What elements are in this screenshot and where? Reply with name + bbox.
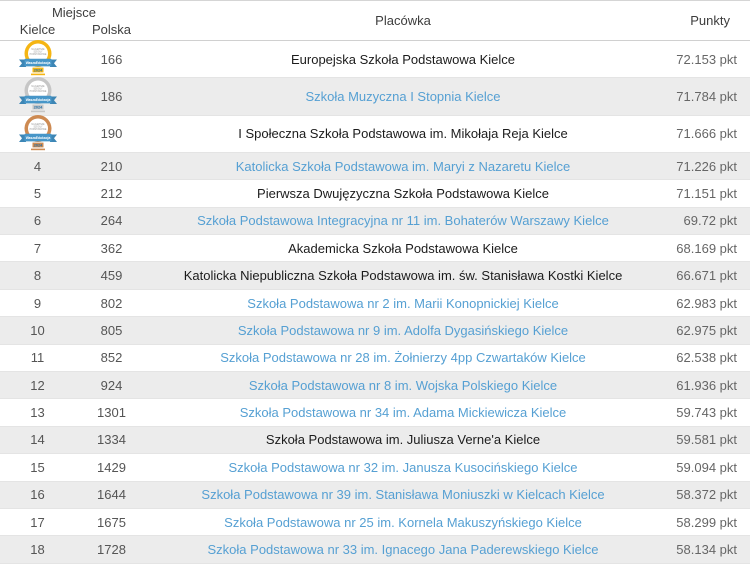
polska-rank-cell: 1301 [97,405,126,421]
kielce-rank-cell: 11 [30,350,45,366]
polska-rank-cell: 1334 [97,432,126,448]
kielce-rank-badge-cell [0,114,75,154]
school-name-link[interactable]: Szkoła Podstawowa nr 8 im. Wojska Polskiego Kielce [248,377,558,393]
points-cell: 59.581 pkt [676,432,737,448]
school-name-link[interactable]: Szkoła Podstawowa nr 39 im. Stanisława Moniuszki w Kielcach Kielce [201,487,605,503]
points-cell: 62.975 pkt [676,322,737,338]
points-cell: 72.153 pkt [676,51,737,67]
table-row [0,208,750,235]
points-cell: 71.666 pkt [676,126,737,142]
table-row [0,427,750,454]
school-name-link[interactable]: Szkoła Podstawowa nr 33 im. Ignacego Jana Paderewskiego Kielce [207,542,599,558]
kielce-rank-cell: 8 [33,268,42,284]
svg-text:PODSTAWOWE: PODSTAWOWE [29,54,46,57]
miejsce-group-label: Miejsce [51,5,97,20]
school-name[interactable]: Europejska Szkoła Podstawowa Kielce [290,51,515,67]
school-name[interactable]: Katolicka Niepubliczna Szkoła Podstawowa im. św. Stanisława Kostki Kielce [183,268,623,284]
polska-rank-cell: 1675 [97,514,126,530]
points-cell: 71.151 pkt [676,185,737,201]
school-name-cell [148,52,658,67]
school-name-link[interactable]: Szkoła Muzyczna I Stopnia Kielce [305,88,501,104]
school-name-cell [148,542,658,557]
kielce-rank-cell: 13 [30,405,45,421]
polska-rank-cell: 362 [100,240,123,256]
svg-text:2024: 2024 [33,68,42,73]
polska-rank-cell: 805 [100,322,123,338]
polska-rank-cell: 190 [100,126,123,142]
school-name-link[interactable]: Szkoła Podstawowa Integracyjna nr 11 im. Bohaterów Warszawy Kielce [197,213,609,229]
silver-badge [18,76,58,113]
polska-rank-cell: 1429 [97,459,126,475]
table-row [0,262,750,289]
polska-rank-cell: 210 [100,158,123,174]
svg-text:NAJLEPSZE: NAJLEPSZE [30,86,45,89]
table-row [0,41,750,78]
points-cell: 68.169 pkt [676,240,737,256]
school-name-cell [148,460,658,475]
points-cell: 71.226 pkt [676,158,737,174]
points-cell: 66.671 pkt [676,268,737,284]
table-row [0,235,750,262]
table-row [0,317,750,344]
table-header [0,1,750,41]
school-name-link[interactable]: Szkoła Podstawowa nr 25 im. Kornela Makuszyńskiego Kielce [224,514,582,530]
table-row [0,116,750,153]
svg-text:WaszaEdukacja: WaszaEdukacja [25,135,50,140]
table-row [0,78,750,115]
table-row [0,153,750,180]
school-name-link[interactable]: Szkoła Podstawowa nr 28 im. Żołnierzy 4pp Czwartaków Kielce [220,350,586,366]
kielce-rank-cell: 9 [33,295,42,311]
bronze-badge [18,114,58,151]
school-name-cell [148,89,658,104]
points-cell: 58.372 pkt [676,487,737,503]
svg-text:2024: 2024 [33,143,42,148]
svg-text:WaszaEdukacja: WaszaEdukacja [25,61,50,66]
school-name-cell [148,186,658,201]
table-row [0,454,750,481]
school-name-link[interactable]: Szkoła Podstawowa nr 9 im. Adolfa Dygasińskiego Kielce [237,322,569,338]
kielce-rank-cell: 6 [33,213,42,229]
polska-rank-cell: 852 [100,350,123,366]
column-header-kielce: Kielce [19,22,56,37]
kielce-rank-cell: 5 [33,185,42,201]
points-cell: 59.743 pkt [676,405,737,421]
points-cell: 62.983 pkt [676,295,737,311]
kielce-rank-badge-cell [0,39,75,79]
table-row [0,536,750,563]
school-name-cell [148,350,658,365]
school-name-cell [148,296,658,311]
school-name-cell [148,241,658,256]
school-name-cell [148,268,658,283]
svg-text:SZKOŁY: SZKOŁY [32,51,43,54]
points-cell: 59.094 pkt [676,459,737,475]
bronze-badge-icon [18,114,58,151]
punkty-label: Punkty [690,13,730,28]
school-name[interactable]: Pierwsza Dwujęzyczna Szkoła Podstawowa Kielce [257,185,549,201]
svg-text:NAJLEPSZE: NAJLEPSZE [30,123,45,126]
column-header-placowka [148,1,658,40]
school-name[interactable]: Szkoła Podstawowa im. Juliusza Verne'a Kielce [265,432,541,448]
table-row [0,180,750,207]
school-name-cell [148,126,658,141]
school-name-cell [148,487,658,502]
school-name-cell [148,159,658,174]
kielce-rank-badge-cell [0,76,75,116]
kielce-rank-cell: 15 [30,459,45,475]
school-name-cell [148,405,658,420]
svg-text:WaszaEdukacja: WaszaEdukacja [25,98,50,103]
kielce-rank-cell: 10 [30,322,45,338]
svg-text:SZKOŁY: SZKOŁY [32,126,43,129]
gold-badge-icon [18,39,58,76]
school-name-cell [148,323,658,338]
kielce-rank-cell: 18 [30,542,45,558]
points-cell: 61.936 pkt [676,377,737,393]
table-row [0,345,750,372]
miejsce-group-header [0,1,148,40]
table-row [0,290,750,317]
table-row [0,399,750,426]
school-name[interactable]: Akademicka Szkoła Podstawowa Kielce [288,240,518,256]
points-cell: 71.784 pkt [676,88,737,104]
school-name-cell [148,432,658,447]
kielce-rank-cell: 4 [33,158,42,174]
polska-rank-cell: 186 [100,88,123,104]
points-cell: 69.72 pkt [683,213,737,229]
silver-badge-icon [18,76,58,113]
svg-text:PODSTAWOWE: PODSTAWOWE [29,91,46,94]
kielce-rank-cell: 7 [33,240,42,256]
svg-text:NAJLEPSZE: NAJLEPSZE [30,48,45,51]
polska-rank-cell: 212 [100,185,123,201]
school-name-cell [148,378,658,393]
table-body [0,41,750,564]
school-name-link[interactable]: Szkoła Podstawowa nr 32 im. Janusza Kusocińskiego Kielce [228,459,578,475]
polska-rank-cell: 1728 [97,542,126,558]
placowka-label: Placówka [375,13,431,28]
school-name-link[interactable]: Szkoła Podstawowa nr 34 im. Adama Mickiewicza Kielce [239,405,567,421]
kielce-rank-cell: 17 [30,514,45,530]
table-row [0,482,750,509]
table-row [0,372,750,399]
school-name[interactable]: I Społeczna Szkoła Podstawowa im. Mikołaja Reja Kielce [238,126,568,142]
kielce-rank-cell: 16 [30,487,45,503]
kielce-rank-cell: 12 [30,377,45,393]
svg-text:PODSTAWOWE: PODSTAWOWE [29,128,46,131]
school-name-cell [148,515,658,530]
school-name-link[interactable]: Szkoła Podstawowa nr 2 im. Marii Konopnickiej Kielce [247,295,559,311]
polska-rank-cell: 802 [100,295,123,311]
column-header-punkty [658,1,750,40]
polska-rank-cell: 1644 [97,487,126,503]
gold-badge [18,39,58,76]
column-header-polska: Polska [91,22,132,37]
table-row [0,509,750,536]
kielce-rank-cell: 14 [30,432,45,448]
points-cell: 62.538 pkt [676,350,737,366]
school-name-cell [148,213,658,228]
polska-rank-cell: 264 [100,213,123,229]
polska-rank-cell: 924 [100,377,123,393]
points-cell: 58.299 pkt [676,514,737,530]
svg-text:SZKOŁY: SZKOŁY [32,88,43,91]
school-name-link[interactable]: Katolicka Szkoła Podstawowa im. Maryi z Nazaretu Kielce [235,158,571,174]
points-cell: 58.134 pkt [676,542,737,558]
svg-text:2024: 2024 [33,105,42,110]
polska-rank-cell: 459 [100,268,123,284]
polska-rank-cell: 166 [100,51,123,67]
